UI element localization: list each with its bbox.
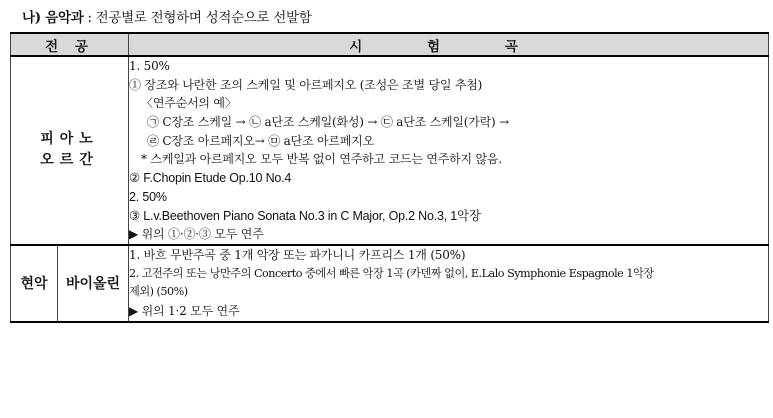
- major-strings: 현악: [11, 245, 58, 322]
- piano-line-10: ▶ 위의 ①·②·③ 모두 연주: [129, 227, 264, 242]
- section-heading: [22, 6, 312, 26]
- major-organ: 오르간: [40, 152, 99, 169]
- header-major: 전 공: [11, 33, 129, 56]
- table-row-strings: [11, 245, 769, 322]
- major-piano-organ: [11, 56, 129, 245]
- piano-pieces: [129, 56, 769, 245]
- major-piano: 피아노: [40, 131, 99, 148]
- violin-line-4: ▶ 위의 1·2 모두 연주: [129, 303, 240, 318]
- piano-line-7: ② F.Chopin Etude Op.10 No.4: [129, 171, 292, 186]
- violin-pieces: [129, 245, 769, 322]
- header-pieces: 시 험 곡: [129, 33, 769, 56]
- piano-line-4: ㉠ C장조 스케일 → ㉡ a단조 스케일(화성) → ㉢ a단조 스케일(가락) →: [147, 115, 510, 130]
- piano-line-5: ㉣ C장조 아르페지오→ ㉤ a단조 아르페지오: [147, 133, 374, 148]
- piano-line-3: 〈연주순서의 예〉: [141, 96, 237, 111]
- piano-line-2: ① 장조와 나란한 조의 스케일 및 아르페지오 (조성은 조별 당일 추첨): [129, 77, 483, 92]
- section-heading-label: 나) 음악과: [22, 10, 84, 26]
- table-header-row: [11, 33, 769, 56]
- piano-line-9: ③ L.v.Beethoven Piano Sonata No.3 in C Major, Op.2 No.3, 1악장: [129, 208, 481, 223]
- piano-line-8: 2. 50%: [129, 189, 167, 204]
- violin-line-2: 2. 고전주의 또는 낭만주의 Concerto 중에서 빠른 악장 1곡 (카덴짜 없이, E.Lalo Symphonie Espagnole 1악장: [129, 266, 654, 280]
- violin-line-3: 제외) (50%): [129, 285, 188, 299]
- exam-pieces-table: [10, 32, 769, 323]
- piano-line-6: * 스케일과 아르페지오 모두 반복 없이 연주하고 코드는 연주하지 않음.: [141, 152, 502, 167]
- piano-line-1: 1. 50%: [129, 59, 170, 73]
- major-violin: 바이올린: [58, 245, 129, 322]
- section-heading-text: : 전공별로 전형하며 성적순으로 선발함: [83, 10, 312, 26]
- violin-line-1: 1. 바흐 무반주곡 중 1개 악장 또는 파가니니 카프리스 1개 (50%): [129, 247, 466, 262]
- table-row-piano: [11, 56, 769, 245]
